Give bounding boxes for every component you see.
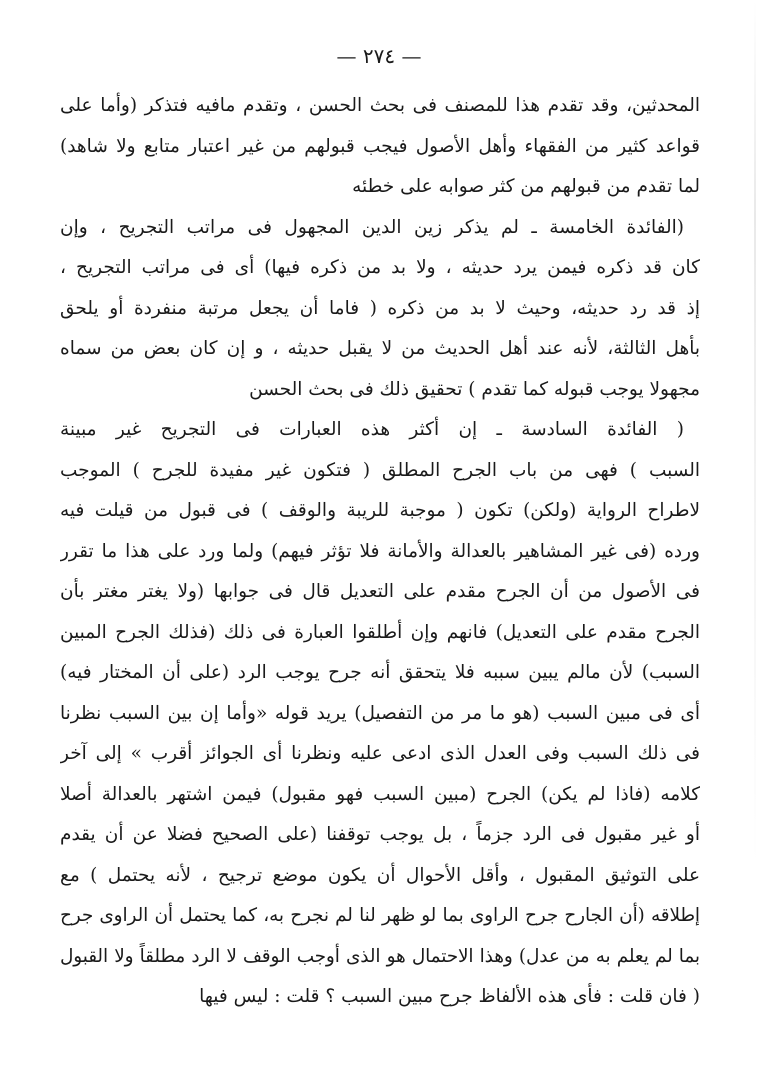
- text-line: كلامه (فاذا لم يكن) الجرح (مبين السبب فهو مقبول) فيمن اشتهر بالعدالة أصلا: [60, 783, 700, 805]
- text-line: على التوثيق المقبول ، وأقل الأحوال أن يكون موضع ترجيح ، لأنه يحتمل ) مع: [60, 864, 700, 886]
- text-line: ورده (فى غير المشاهير بالعدالة والأمانة فلا تؤثر فيهم) ولما ورد على هذا ما تقرر: [60, 540, 700, 562]
- page-edge-shadow: [754, 0, 756, 1082]
- text-line: إطلاقه (أن الجارح جرح الراوى بما لو ظهر لنا لم نجرح به، كما يحتمل أن الراوى جرح: [60, 905, 700, 926]
- page-number: — ٢٧٤ —: [336, 44, 422, 68]
- text-line: السبب ) فهى من باب الجرح المطلق ( فتكون غير مفيدة للجرح ) الموجب: [60, 459, 700, 481]
- text-line: الجرح مقدم على التعديل) فانهم وإن أطلقوا العبارة فى ذلك (فذلك الجرح المبين: [60, 621, 700, 643]
- text-line: قواعد كثير من الفقهاء وأهل الأصول فيجب قبولهم من غير اعتبار متابع ولا شاهد): [60, 135, 700, 157]
- text-line: (الفائدة الخامسة ـ لم يذكر زين الدين المجهول فى مراتب التجريح ، وإن: [60, 216, 684, 238]
- text-line: ( الفائدة السادسة ـ إن أكثر هذه العبارات فى التجريح غير مبينة: [60, 419, 684, 440]
- body-text: [60, 86, 700, 1018]
- text-line: فى الأصول من أن الجرح مقدم على التعديل قال فى جوابها (ولا يغتر مغتر بأن: [60, 581, 700, 602]
- text-line: فى ذلك السبب وفى العدل الذى ادعى عليه ونظرنا أى الجوائز أقرب » إلى آخر: [60, 743, 700, 764]
- text-line: أى فى مبين السبب (هو ما مر من التفصيل) يريد قوله «وأما إن بين السبب نظرنا: [60, 702, 700, 724]
- text-line: المحدثين، وقد تقدم هذا للمصنف فى بحث الحسن ، وتقدم مافيه فتذكر (وأما على: [60, 95, 700, 116]
- text-line: السبب) لأن مالم يبين سببه فلا يتحقق أنه جرح يوجب الرد (على أن المختار فيه): [60, 662, 700, 683]
- text-line: بما لم يعلم به من عدل) وهذا الاحتمال هو الذى أوجب الوقف لا الرد مطلقاً ولا القبول: [60, 945, 700, 967]
- text-line: لما تقدم من قبولهم من كثر صوابه على خطئه: [352, 176, 700, 197]
- text-line: أو غير مقبول فى الرد جزماً ، بل يوجب توقفنا (على الصحيح فضلا عن أن يقدم: [60, 824, 700, 845]
- text-line: مجهولا يوجب قبوله كما تقدم ) تحقيق ذلك فى بحث الحسن: [249, 378, 700, 400]
- text-line: لاطراح الرواية (ولكن) تكون ( موجبة للريبة والوقف ) فى قبول من قيلت فيه: [60, 500, 700, 521]
- text-line: إذ قد رد حديثه، وحيث لا بد من ذكره ( فاما أن يجعل مرتبة منفردة أو يلحق: [60, 297, 700, 319]
- text-line: كان قد ذكره فيمن يرد حديثه ، ولا بد من ذكره فيها) أى فى مراتب التجريح ،: [60, 257, 700, 278]
- text-line: بأهل الثالثة، لأنه عند أهل الحديث من لا يقبل حديثه ، و إن كان بعض من سماه: [60, 338, 700, 359]
- text-line: ( فان قلت : فأى هذه الألفاظ جرح مبين السبب ؟ قلت : ليس فيها: [199, 986, 700, 1007]
